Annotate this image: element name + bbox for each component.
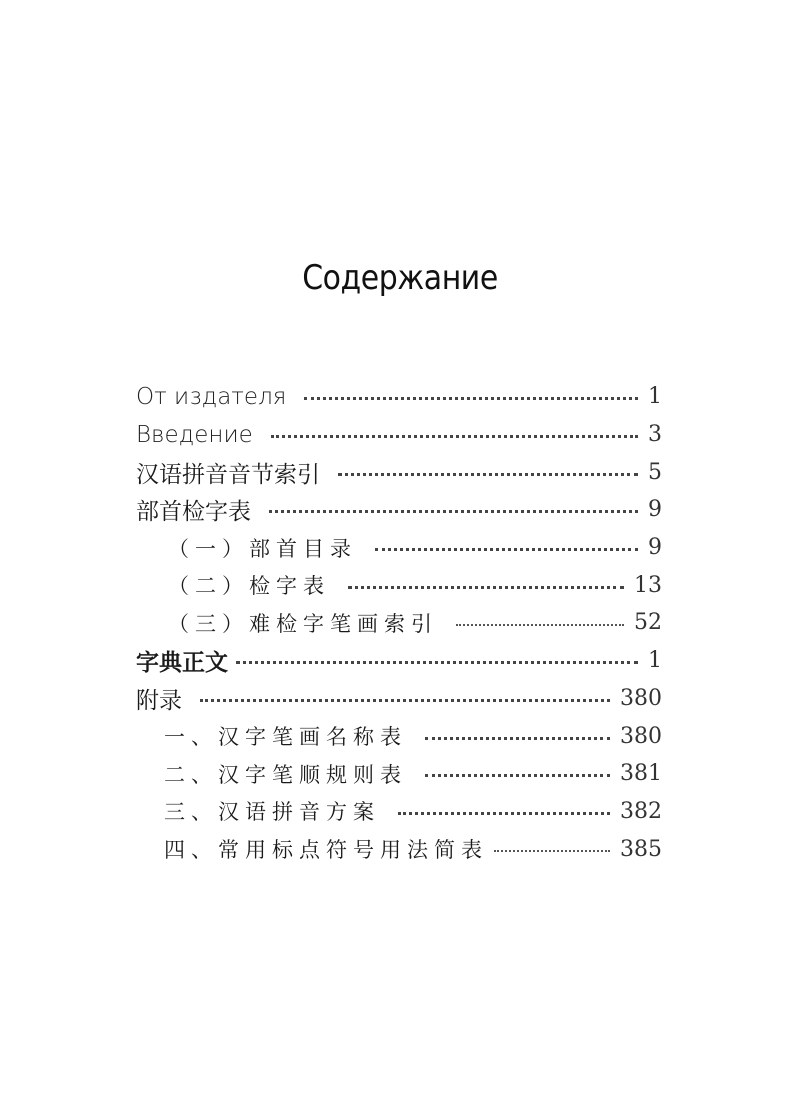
dot-leader	[425, 737, 610, 740]
toc-entry-page: 13	[634, 572, 662, 598]
toc-entry-label: От издателя	[136, 383, 287, 410]
table-of-contents	[136, 378, 662, 868]
toc-entry-label: 一、汉字笔画名称表	[164, 725, 407, 750]
toc-entry-label: 汉语拼音音节索引	[136, 461, 320, 488]
toc-entry-page: 385	[620, 836, 662, 862]
toc-entry[interactable]	[136, 604, 662, 642]
toc-entry-label: （三）难检字笔画索引	[168, 611, 438, 636]
toc-entry[interactable]	[136, 453, 662, 491]
toc-entry-label: 附录	[136, 687, 182, 714]
toc-entry[interactable]	[136, 680, 662, 718]
dot-leader	[425, 774, 610, 777]
dot-leader	[398, 812, 610, 815]
dot-leader	[494, 850, 610, 852]
dot-leader	[271, 435, 638, 438]
toc-entry[interactable]	[136, 378, 662, 416]
toc-entry-page: 3	[648, 422, 662, 448]
toc-entry[interactable]	[136, 416, 662, 454]
dot-leader	[236, 661, 638, 664]
dot-leader	[200, 699, 610, 702]
toc-entry[interactable]	[136, 642, 662, 680]
toc-entry-label: （一）部首目录	[168, 536, 357, 561]
toc-entry-page: 380	[620, 685, 662, 711]
dot-leader	[375, 548, 638, 551]
toc-entry-label: 字典正文	[136, 650, 228, 677]
toc-entry[interactable]	[136, 755, 662, 793]
toc-entry-label: Введение	[136, 421, 253, 448]
toc-entry-page: 52	[634, 610, 662, 636]
toc-entry-page: 380	[620, 723, 662, 749]
toc-entry-page: 382	[620, 798, 662, 824]
toc-entry[interactable]	[136, 529, 662, 567]
dot-leader	[456, 624, 624, 626]
toc-entry-label: 部首检字表	[136, 499, 251, 526]
toc-entry-label: 四、常用标点符号用法简表	[164, 838, 488, 863]
dot-leader	[338, 473, 638, 476]
dot-leader	[269, 510, 638, 513]
toc-entry-page: 1	[648, 648, 662, 674]
toc-entry-page: 9	[648, 535, 662, 561]
toc-entry-page: 381	[620, 761, 662, 787]
toc-entry[interactable]	[136, 717, 662, 755]
page-title: Содержание	[302, 258, 498, 298]
toc-entry[interactable]	[136, 566, 662, 604]
toc-entry-page: 1	[648, 384, 662, 410]
toc-entry-page: 5	[648, 459, 662, 485]
toc-entry[interactable]	[136, 793, 662, 831]
toc-entry-page: 9	[648, 497, 662, 523]
toc-entry-label: 二、汉字笔顺规则表	[164, 762, 407, 787]
toc-entry[interactable]	[136, 830, 662, 868]
toc-entry-label: （二）检字表	[168, 574, 330, 599]
dot-leader	[348, 586, 624, 589]
dot-leader	[304, 397, 638, 400]
toc-entry[interactable]	[136, 491, 662, 529]
toc-entry-label: 三、汉语拼音方案	[164, 800, 380, 825]
